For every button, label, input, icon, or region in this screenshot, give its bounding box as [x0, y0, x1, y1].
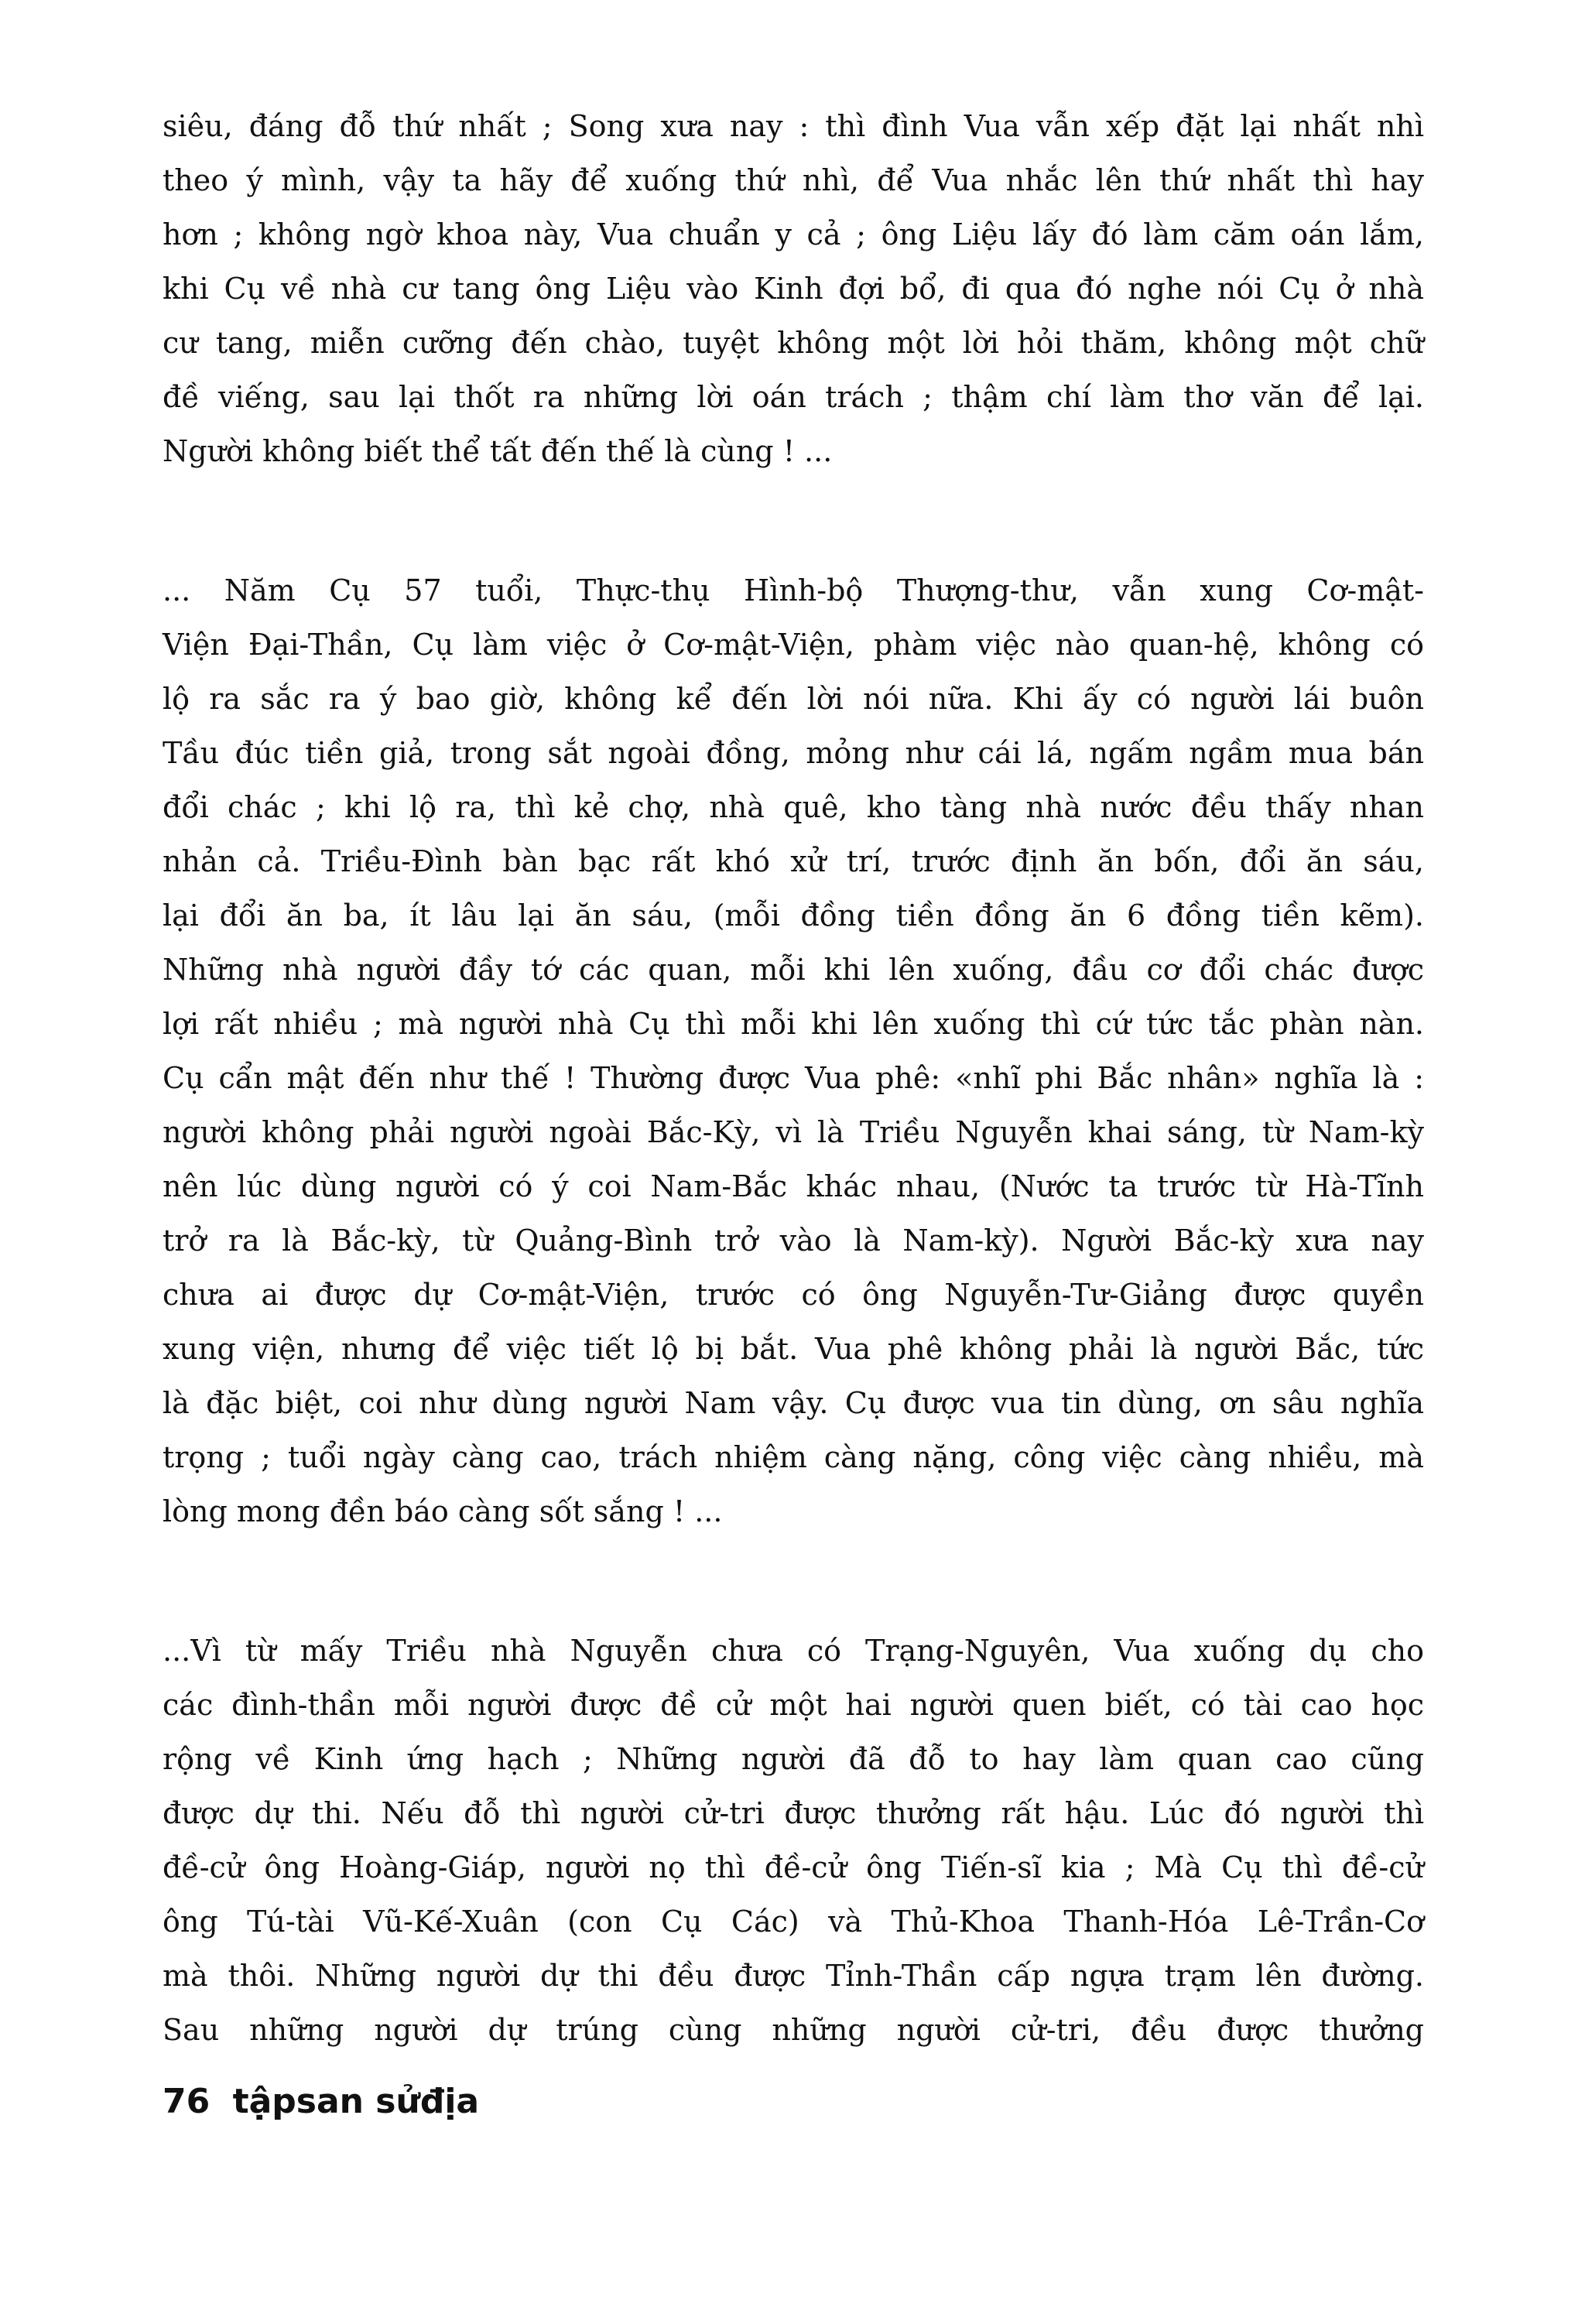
text-line: các đình-thần mỗi người được đề cử một hai người quen biết, có tài cao học [163, 1688, 1424, 1722]
text-line: Viện Đại-Thần, Cụ làm việc ở Cơ-mật-Viện, phàm việc nào quan-hệ, không có [163, 628, 1424, 662]
text-line: Những nhà người đầy tớ các quan, mỗi khi lên xuống, đầu cơ đổi chác được [163, 953, 1424, 987]
text-line: người không phải người ngoài Bắc-Kỳ, vì là Triều Nguyễn khai sáng, từ Nam-kỳ [163, 1115, 1424, 1149]
text-line: nhản cả. Triều-Đình bàn bạc rất khó xử trí, trước định ăn bốn, đổi ăn sáu, [163, 844, 1424, 878]
text-line: đổi chác ; khi lộ ra, thì kẻ chợ, nhà quê, kho tàng nhà nước đều thấy nhan [163, 790, 1424, 824]
text-line: Tầu đúc tiền giả, trong sắt ngoài đồng, mỏng như cái lá, ngấm ngầm mua bán [163, 736, 1424, 770]
text-line: chưa ai được dự Cơ-mật-Viện, trước có ông Nguyễn-Tư-Giảng được quyền [163, 1278, 1424, 1312]
paragraph-2 [163, 563, 1424, 1538]
text-line: cư tang, miễn cưỡng đến chào, tuyệt không một lời hỏi thăm, không một chữ [163, 326, 1424, 360]
text-line: nên lúc dùng người có ý coi Nam-Bắc khác nhau, (Nước ta trước từ Hà-Tĩnh [163, 1169, 1424, 1203]
body-text [163, 99, 1424, 2057]
text-line: Sau những người dự trúng cùng những người cử-tri, đều được thưởng [163, 2013, 1424, 2047]
page-number: 76 [163, 2082, 211, 2121]
text-line: đề viếng, sau lại thốt ra những lời oán trách ; thậm chí làm thơ văn để lại. [163, 380, 1424, 414]
paragraph-3 [163, 1624, 1424, 2057]
text-line: ... Năm Cụ 57 tuổi, Thực-thụ Hình-bộ Thượng-thư, vẫn xung Cơ-mật- [163, 573, 1424, 608]
text-line: lòng mong đền báo càng sốt sắng ! ... [163, 1494, 723, 1528]
text-line: ông Tú-tài Vũ-Kế-Xuân (con Cụ Các) và Thủ-Khoa Thanh-Hóa Lê-Trần-Cơ [163, 1905, 1424, 1939]
text-line: đề-cử ông Hoàng-Giáp, người nọ thì đề-cử ông Tiến-sĩ kia ; Mà Cụ thì đề-cử [163, 1850, 1424, 1884]
text-line: siêu, đáng đỗ thứ nhất ; Song xưa nay : thì đình Vua vẫn xếp đặt lại nhất nhì [163, 109, 1424, 143]
text-line: là đặc biệt, coi như dùng người Nam vậy. Cụ được vua tin dùng, ơn sâu nghĩa [163, 1386, 1424, 1420]
text-line: trở ra là Bắc-kỳ, từ Quảng-Bình trở vào là Nam-kỳ). Người Bắc-kỳ xưa nay [163, 1224, 1424, 1258]
text-line: Người không biết thể tất đến thế là cùng ! ... [163, 434, 833, 468]
text-line: khi Cụ về nhà cư tang ông Liệu vào Kinh đợi bổ, đi qua đó nghe nói Cụ ở nhà [163, 272, 1424, 306]
paragraph-1 [163, 99, 1424, 478]
page-footer [163, 2082, 479, 2121]
text-line: lại đổi ăn ba, ít lâu lại ăn sáu, (mỗi đồng tiền đồng ăn 6 đồng tiền kẽm). [163, 898, 1424, 933]
text-line: trọng ; tuổi ngày càng cao, trách nhiệm càng nặng, công việc càng nhiều, mà [163, 1440, 1424, 1474]
text-line: mà thôi. Những người dự thi đều được Tỉnh-Thần cấp ngựa trạm lên đường. [163, 1959, 1424, 1993]
text-line: xung viện, nhưng để việc tiết lộ bị bắt. Vua phê không phải là người Bắc, tức [163, 1332, 1424, 1366]
text-line: lộ ra sắc ra ý bao giờ, không kể đến lời nói nữa. Khi ấy có người lái buôn [163, 682, 1424, 716]
text-line: hơn ; không ngờ khoa này, Vua chuẩn y cả ; ông Liệu lấy đó làm căm oán lắm, [163, 217, 1424, 252]
text-line: được dự thi. Nếu đỗ thì người cử-tri được thưởng rất hậu. Lúc đó người thì [163, 1796, 1424, 1830]
text-line: lợi rất nhiều ; mà người nhà Cụ thì mỗi khi lên xuống thì cứ tức tắc phàn nàn. [163, 1007, 1424, 1041]
text-line: rộng về Kinh ứng hạch ; Những người đã đỗ to hay làm quan cao cũng [163, 1742, 1424, 1776]
text-line: theo ý mình, vậy ta hãy để xuống thứ nhì, để Vua nhắc lên thứ nhất thì hay [163, 163, 1424, 197]
journal-title: tậpsan sửđịa [232, 2082, 480, 2121]
text-line: ...Vì từ mấy Triều nhà Nguyễn chưa có Trạng-Nguyên, Vua xuống dụ cho [163, 1634, 1424, 1668]
text-line: Cụ cẩn mật đến như thế ! Thường được Vua phê: «nhĩ phi Bắc nhân» nghĩa là : [163, 1061, 1424, 1095]
